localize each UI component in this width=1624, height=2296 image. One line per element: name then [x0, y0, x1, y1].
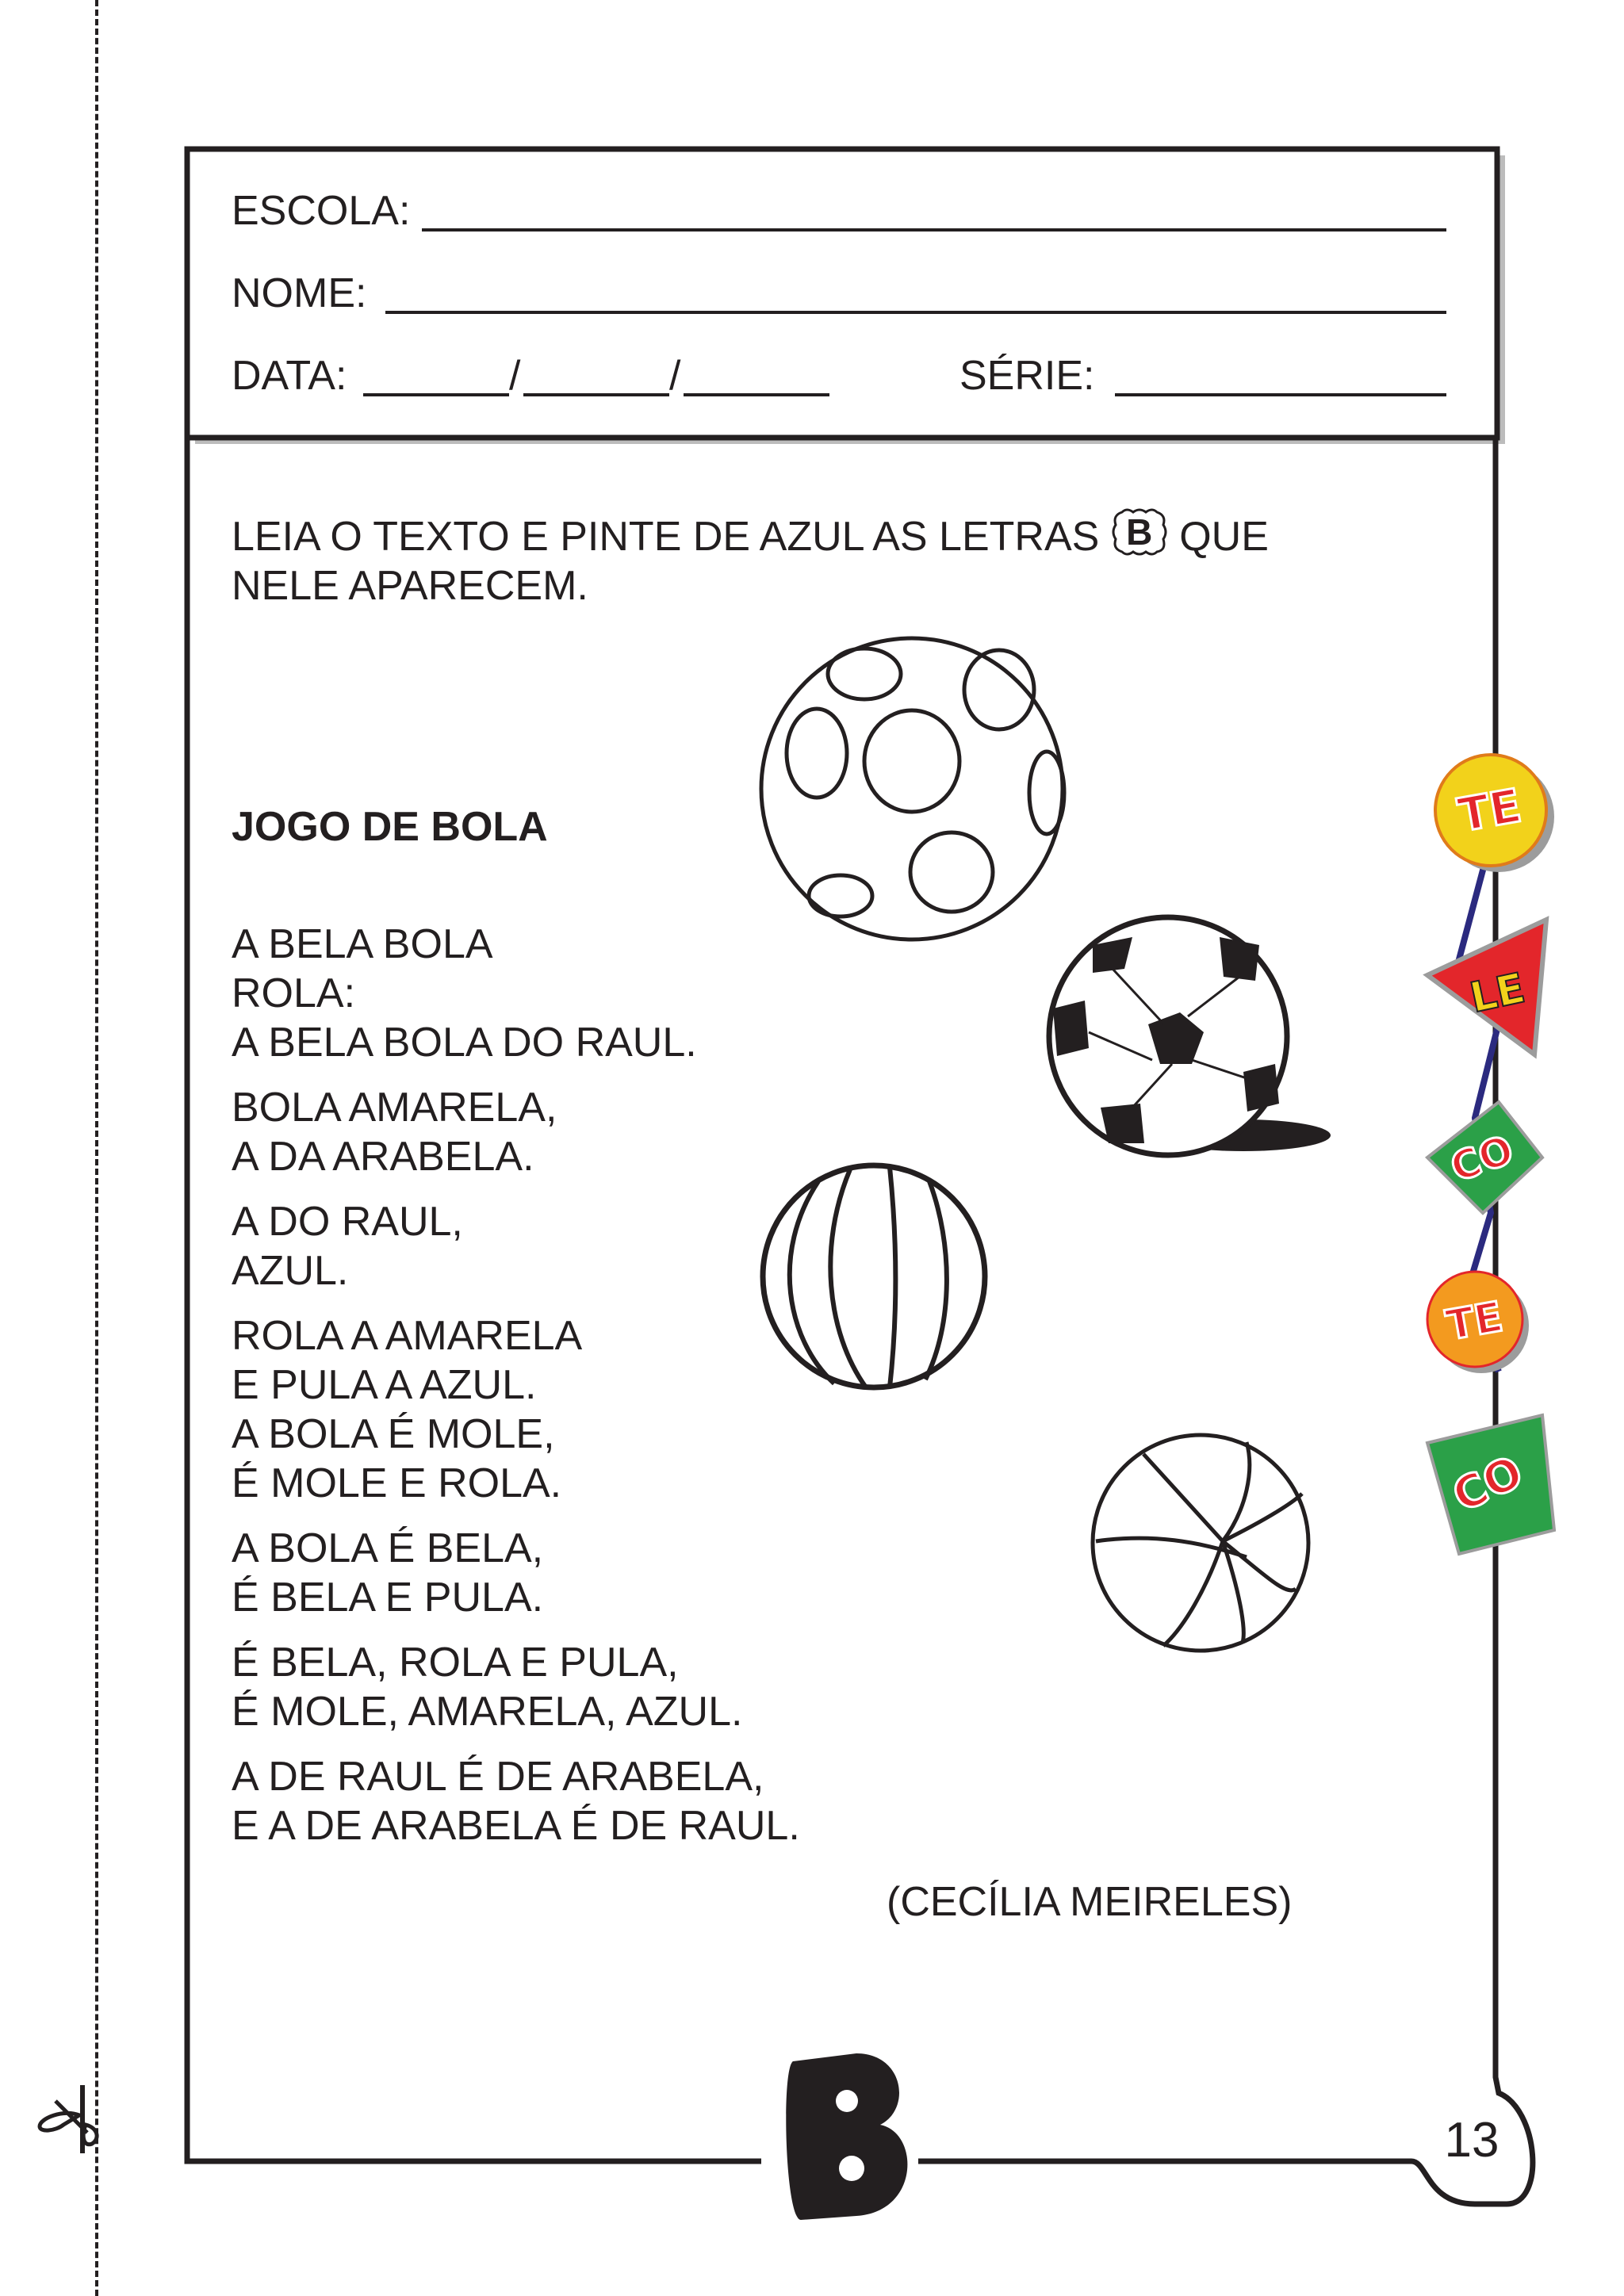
- page-number: 13: [1444, 2113, 1500, 2168]
- nome-field[interactable]: [385, 311, 1446, 314]
- poem-line: É BELA E PULA.: [232, 1575, 544, 1621]
- teleco-side-tabs: [1411, 737, 1570, 1562]
- striped-ball-icon: [1088, 1430, 1313, 1655]
- tab-text: TE: [1454, 778, 1526, 843]
- stanza: [232, 1524, 945, 1622]
- poem-line: ROLA:: [232, 970, 356, 1016]
- poem-line: A BOLA É BELA,: [232, 1525, 544, 1571]
- big-letter-b: [769, 2038, 928, 2228]
- polka-dot-ball-icon: [753, 634, 1071, 943]
- poem-line: É MOLE E ROLA.: [232, 1460, 562, 1506]
- poem-title: JOGO DE BOLA: [232, 804, 548, 850]
- poem-line: E A DE ARABELA É DE RAUL.: [232, 1803, 800, 1849]
- beach-ball-icon: [755, 1158, 993, 1395]
- escola-label: ESCOLA:: [232, 188, 411, 234]
- letter-b-badge: [1111, 507, 1168, 557]
- poem-line: A DA ARABELA.: [232, 1134, 534, 1180]
- poem-author: (CECÍLIA MEIRELES): [887, 1879, 1293, 1925]
- instruction-text-before: LEIA O TEXTO E PINTE DE AZUL AS LETRAS: [232, 514, 1100, 560]
- instruction: [232, 507, 1381, 610]
- tab-text: CO: [1445, 1446, 1531, 1523]
- poem-line: A BOLA É MOLE,: [232, 1411, 555, 1457]
- poem-line: E PULA A AZUL.: [232, 1362, 537, 1408]
- letter-b: B: [1126, 511, 1153, 553]
- poem-line: A DO RAUL,: [232, 1199, 463, 1245]
- data-day-field[interactable]: [363, 393, 509, 396]
- poem-line: BOLA AMARELA,: [232, 1085, 557, 1131]
- poem-line: ROLA A AMARELA: [232, 1313, 583, 1359]
- poem-line: É BELA, ROLA E PULA,: [232, 1640, 679, 1686]
- poem-line: A DE RAUL É DE ARABELA,: [232, 1754, 764, 1800]
- data-separator: /: [669, 353, 681, 399]
- poem-line: A BELA BOLA: [232, 921, 493, 967]
- stanza: [232, 1752, 945, 1850]
- poem-line: É MOLE, AMARELA, AZUL.: [232, 1689, 743, 1735]
- serie-label: SÉRIE:: [959, 353, 1095, 399]
- stanza: [232, 1638, 945, 1736]
- poem-line: A BELA BOLA DO RAUL.: [232, 1020, 697, 1066]
- data-separator: /: [509, 353, 521, 399]
- data-year-field[interactable]: [684, 393, 829, 396]
- serie-field[interactable]: [1115, 393, 1446, 396]
- nome-label: NOME:: [232, 270, 367, 316]
- data-label: DATA:: [232, 353, 347, 399]
- soccer-ball-icon: [1045, 913, 1346, 1167]
- tab-text: TE: [1442, 1293, 1507, 1350]
- tab-text: LE: [1465, 964, 1530, 1023]
- data-month-field[interactable]: [523, 393, 669, 396]
- tab-text: CO: [1444, 1126, 1520, 1192]
- escola-field[interactable]: [422, 228, 1446, 232]
- poem-line: AZUL.: [232, 1248, 349, 1294]
- instruction-text-after: QUE NELE APARECEM.: [232, 514, 1269, 609]
